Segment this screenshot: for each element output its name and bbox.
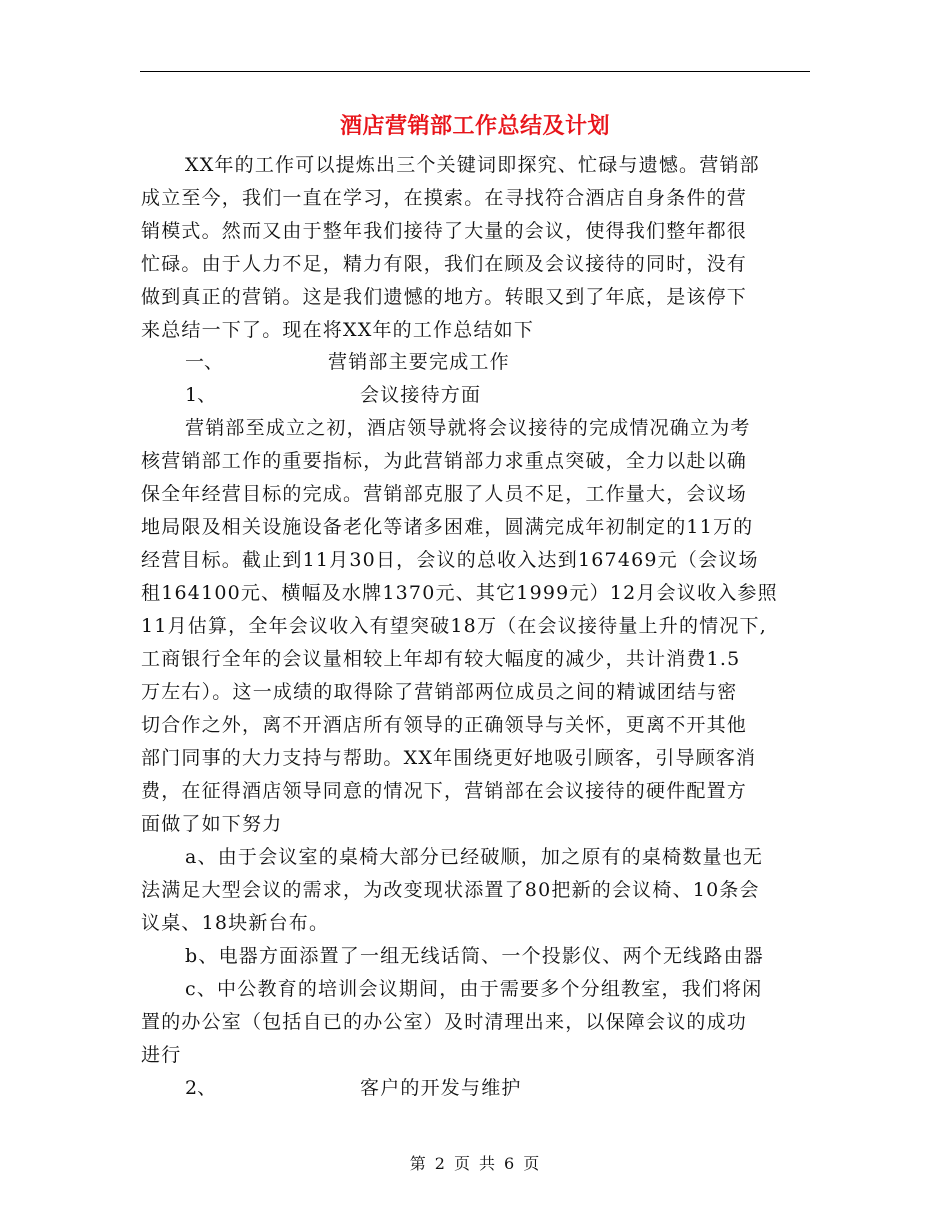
paragraph-line: 成立至今，我们一直在学习，在摸索。在寻找符合酒店自身条件的营 [141,187,748,209]
list-item-line: 法满足大型会议的需求，为改变现状添置了80把新的会议椅、10条会 [141,879,760,901]
paragraph-line: 部门同事的大力支持与帮助。XX年围绕更好地吸引顾客，引导顾客消 [141,747,757,769]
subsection-heading: 客户的开发与维护 [360,1077,522,1099]
page-number: 2 [434,1154,446,1173]
paragraph-line: 营销部至成立之初，酒店领导就将会议接待的完成情况确立为考 [185,417,751,439]
subsection-heading: 会议接待方面 [360,384,482,406]
paragraph-line: 租164100元、横幅及水牌1370元、其它1999元）12月会议收入参照 [141,582,778,604]
page-total: 6 [504,1154,516,1173]
list-item-line: a、由于会议室的桌椅大部分已经破顺，加之原有的桌椅数量也无 [185,846,764,868]
subsection-number: 1、 [185,384,217,406]
page-label: 页 [523,1154,541,1173]
section-heading: 营销部主要完成工作 [328,351,510,373]
paragraph-line: 11月估算，全年会议收入有望突破18万（在会议接待量上升的情况下, [141,615,767,637]
paragraph-line: 经营目标。截止到11月30日，会议的总收入达到167469元（会议场 [141,549,759,571]
page-label: 共 [479,1154,497,1173]
list-item-line: 进行 [141,1044,182,1066]
subsection-number: 2、 [185,1077,217,1099]
paragraph-line: 来总结一下了。现在将XX年的工作总结如下 [141,319,535,341]
paragraph-line: 做到真正的营销。这是我们遗憾的地方。转眼又到了年底，是该停下 [141,286,748,308]
paragraph-line: 工商银行全年的会议量相较上年却有较大幅度的减少，共计消费1.5 [141,648,741,670]
list-item-line: 置的办公室（包括自已的办公室）及时清理出来，以保障会议的成功 [141,1011,748,1033]
paragraph-line: XX年的工作可以提炼出三个关键词即探究、忙碌与遗憾。营销部 [185,154,760,176]
paragraph-line: 销模式。然而又由于整年我们接待了大量的会议，使得我们整年都很 [141,220,748,242]
paragraph-line: 面做了如下努力 [141,813,283,835]
document-title: 酒店营销部工作总结及计划 [339,113,610,139]
section-number: 一、 [185,351,224,373]
paragraph-line: 保全年经营目标的完成。营销部克服了人员不足，工作量大，会议场 [141,483,748,505]
page-footer [0,1152,950,1176]
page-label: 第 [409,1154,427,1173]
list-item-line: 议桌、18块新台布。 [141,912,330,934]
header-rule [140,71,810,72]
paragraph-line: 忙碌。由于人力不足，精力有限，我们在顾及会议接待的同时，没有 [141,253,748,275]
list-item-line: b、电器方面添置了一组无线话筒、一个投影仪、两个无线路由器 [185,945,764,967]
paragraph-line: 费，在征得酒店领导同意的情况下，营销部在会议接待的硬件配置方 [141,780,748,802]
list-item-line: c、中公教育的培训会议期间，由于需要多个分组教室，我们将闲 [185,978,763,1000]
paragraph-line: 地局限及相关设施设备老化等诸多困难，圆满完成年初制定的11万的 [141,516,754,538]
paragraph-line: 万左右）。这一成绩的取得除了营销部两位成员之间的精诚团结与密 [141,681,738,703]
page-label: 页 [453,1154,471,1173]
paragraph-line: 核营销部工作的重要指标，为此营销部力求重点突破，全力以赴以确 [141,450,748,472]
paragraph-line: 切合作之外，离不开酒店所有领导的正确领导与关怀，更离不开其他 [141,714,748,736]
